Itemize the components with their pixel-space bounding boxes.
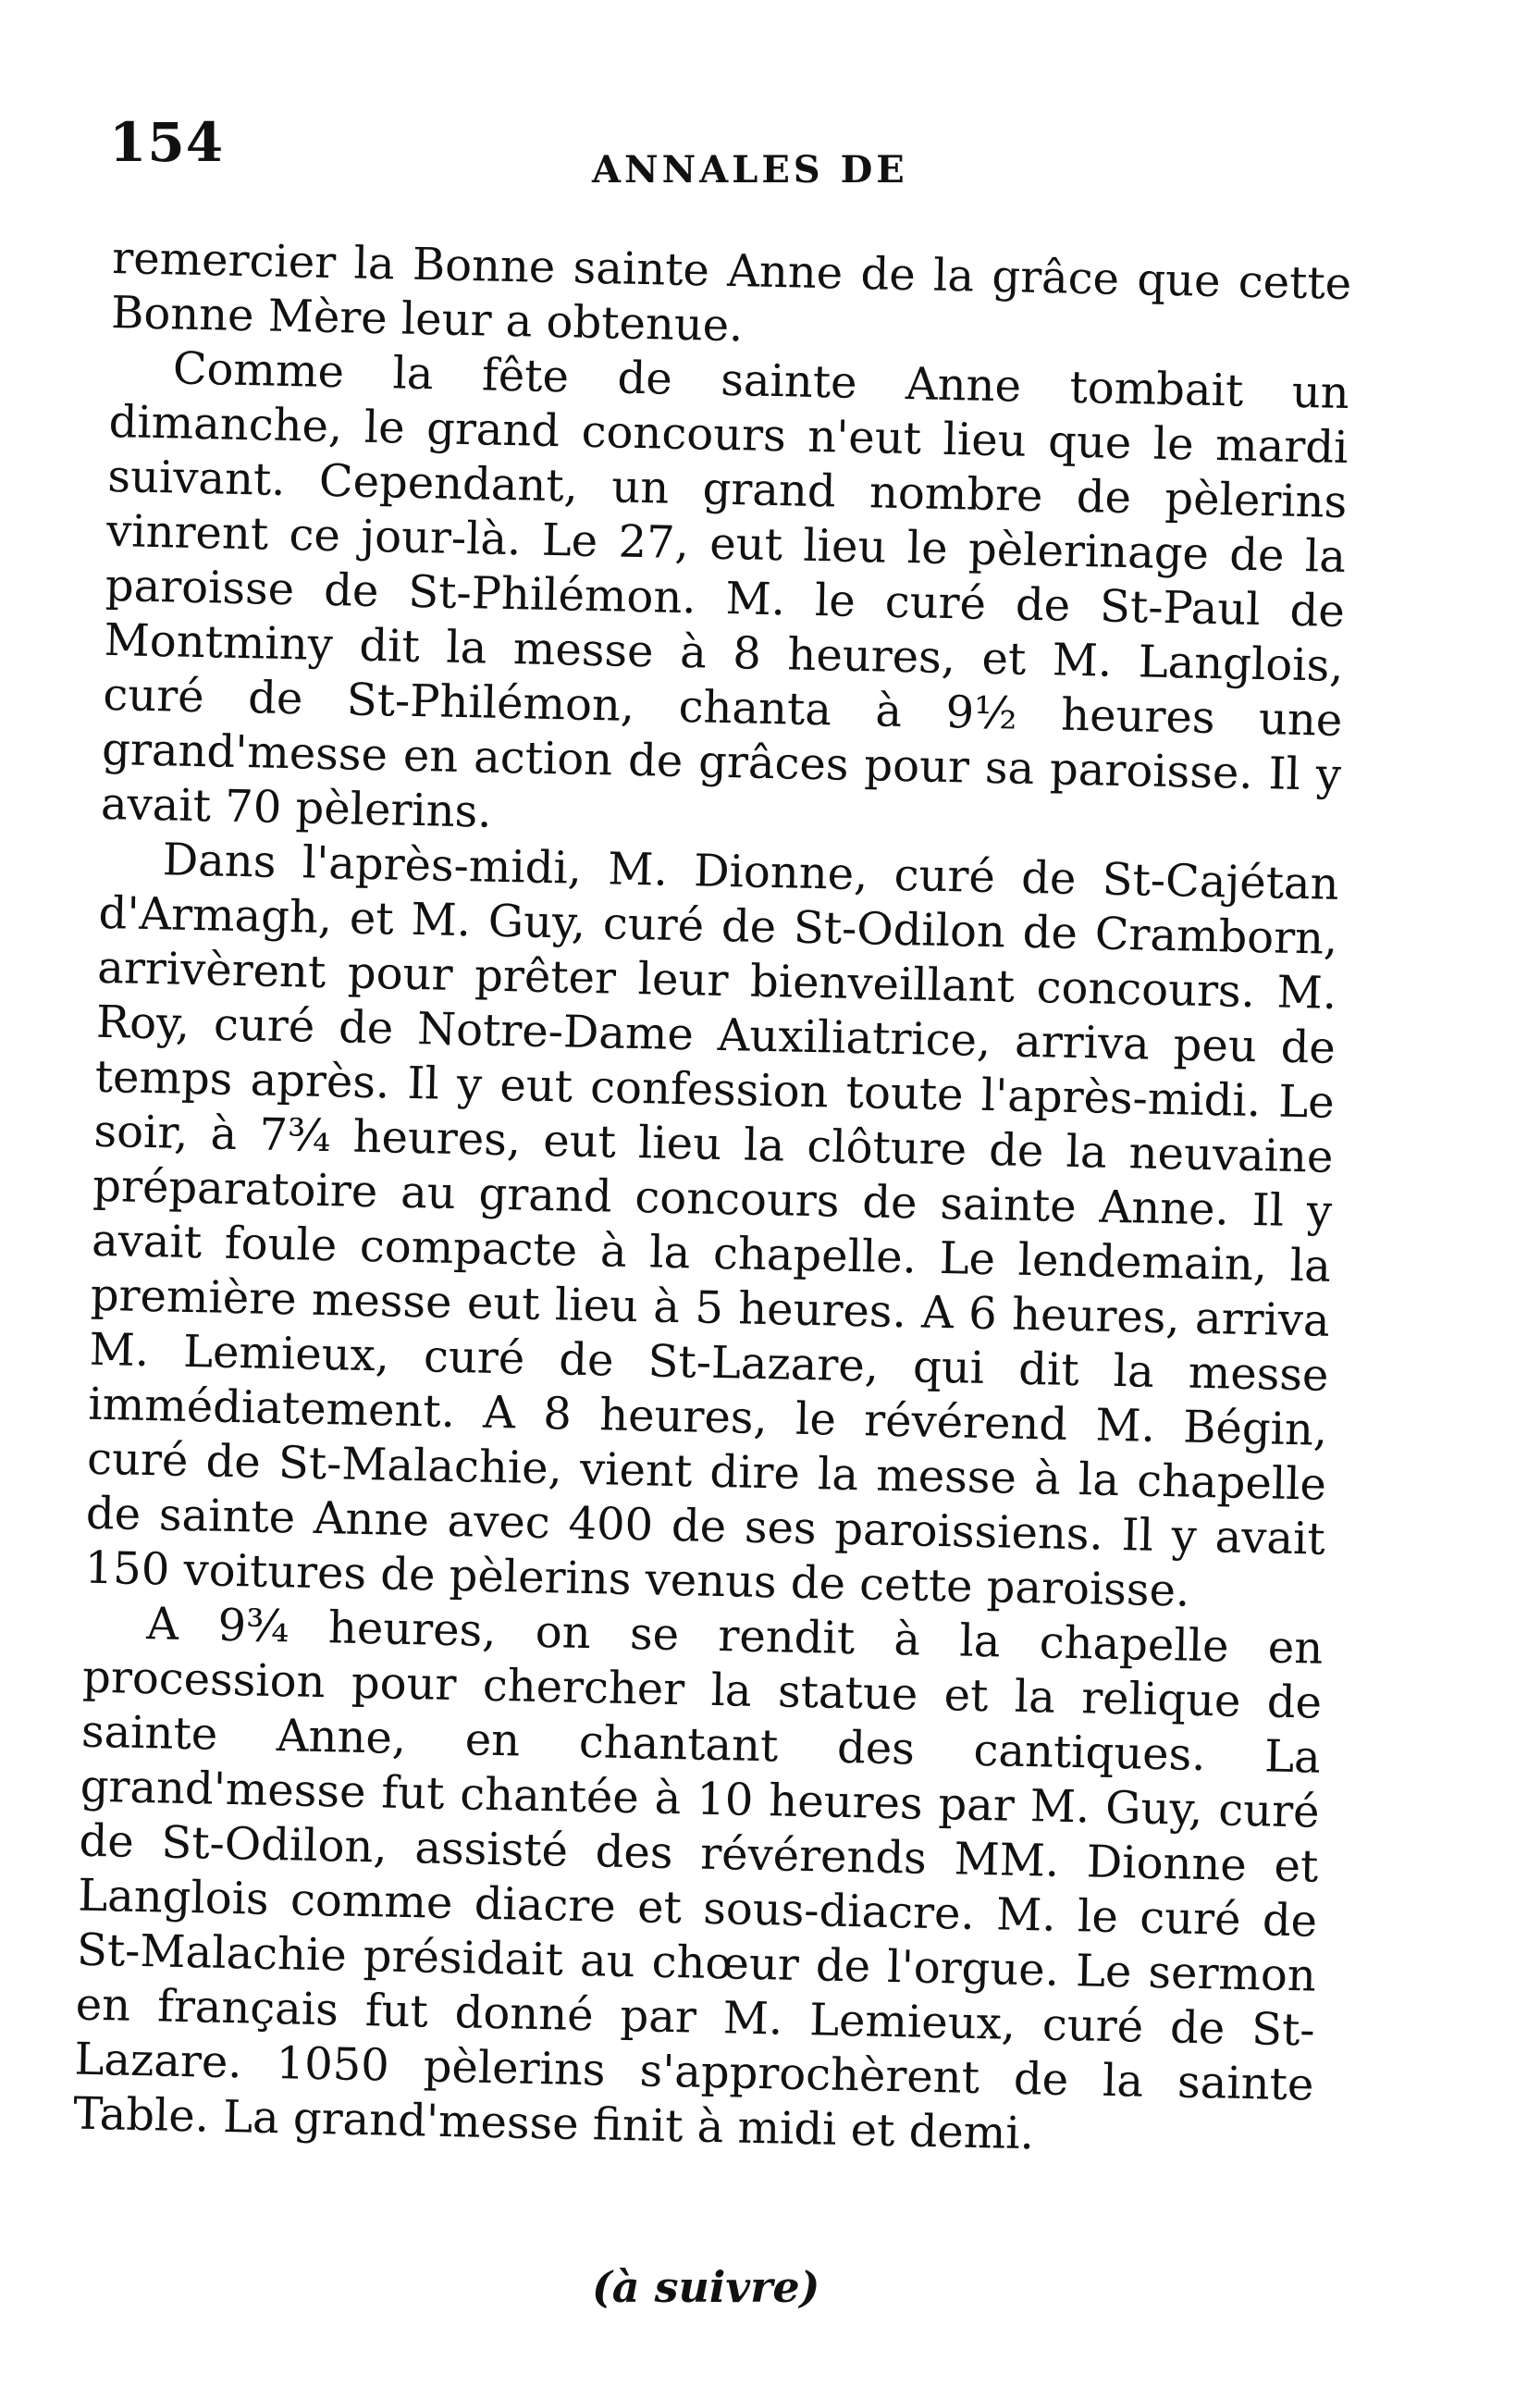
running-title: ANNALES DE	[592, 148, 908, 192]
article-body	[73, 231, 1352, 2168]
paragraph-continuation: remercier la Bonne sainte Anne de la grâce que cette Bonne Mère leur a obtenue.	[110, 231, 1352, 352]
paragraph: Comme la fête de sainte Anne tombait un dimanche, le grand concours n'eut lieu que le mardi suivant. Cependant, un grand nombre de pèlerins vinrent ce jour-là. Le 27, eut lieu le pèlerinage de la paroisse de St-Philémon. M. le curé de St-Paul de Montminy dit la messe à 8 heures, et M. Langlois, curé de St-Philémon, chanta à 9½ heures une grand'messe en action de grâces pour sa paroisse. Il y avait 70 pèlerins.	[100, 342, 1350, 838]
paragraph: A 9¾ heures, on se rendit à la chapelle en procession pour chercher la statue et la relique de sainte Anne, en chantant des cantiques. La grand'messe fut chantée à 10 heures par M. Guy, curé de St-Odilon, assisté des révérends MM. Dionne et Langlois comme diacre et sous-diacre. M. le curé de St-Malachie présidait au chœur de l'orgue. Le sermon en français fut donné par M. Lemieux, curé de St-Lazare. 1050 pèlerins s'approchèrent de la sainte Table. La grand'messe finit à midi et demi.	[72, 1598, 1324, 2160]
page-number: 154	[109, 111, 225, 174]
continued-note: (à suivre)	[592, 2262, 820, 2312]
paragraph: Dans l'après-midi, M. Dionne, curé de St-Cajétan d'Armagh, et M. Guy, curé de St-Odilon de Cramborn, arrivèrent pour prêter leur bienveillant concours. M. Roy, curé de Notre-Dame Auxiliatrice, arriva peu de temps après. Il y eut confession toute l'après-midi. Le soir, à 7¾ heures, eut lieu la clôture de la neuvaine préparatoire au grand concours de sainte Anne. Il y avait foule compacte à la chapelle. Le lendemain, la première messe eut lieu à 5 heures. A 6 heures, arriva M. Lemieux, curé de St-Lazare, qui dit la messe immédiatement. A 8 heures, le révérend M. Bégin, curé de St-Malachie, vient dire la messe à la chapelle de sainte Anne avec 400 de ses paroissiens. Il y avait 150 voitures de pèlerins venus de cette paroisse.	[84, 834, 1340, 1617]
